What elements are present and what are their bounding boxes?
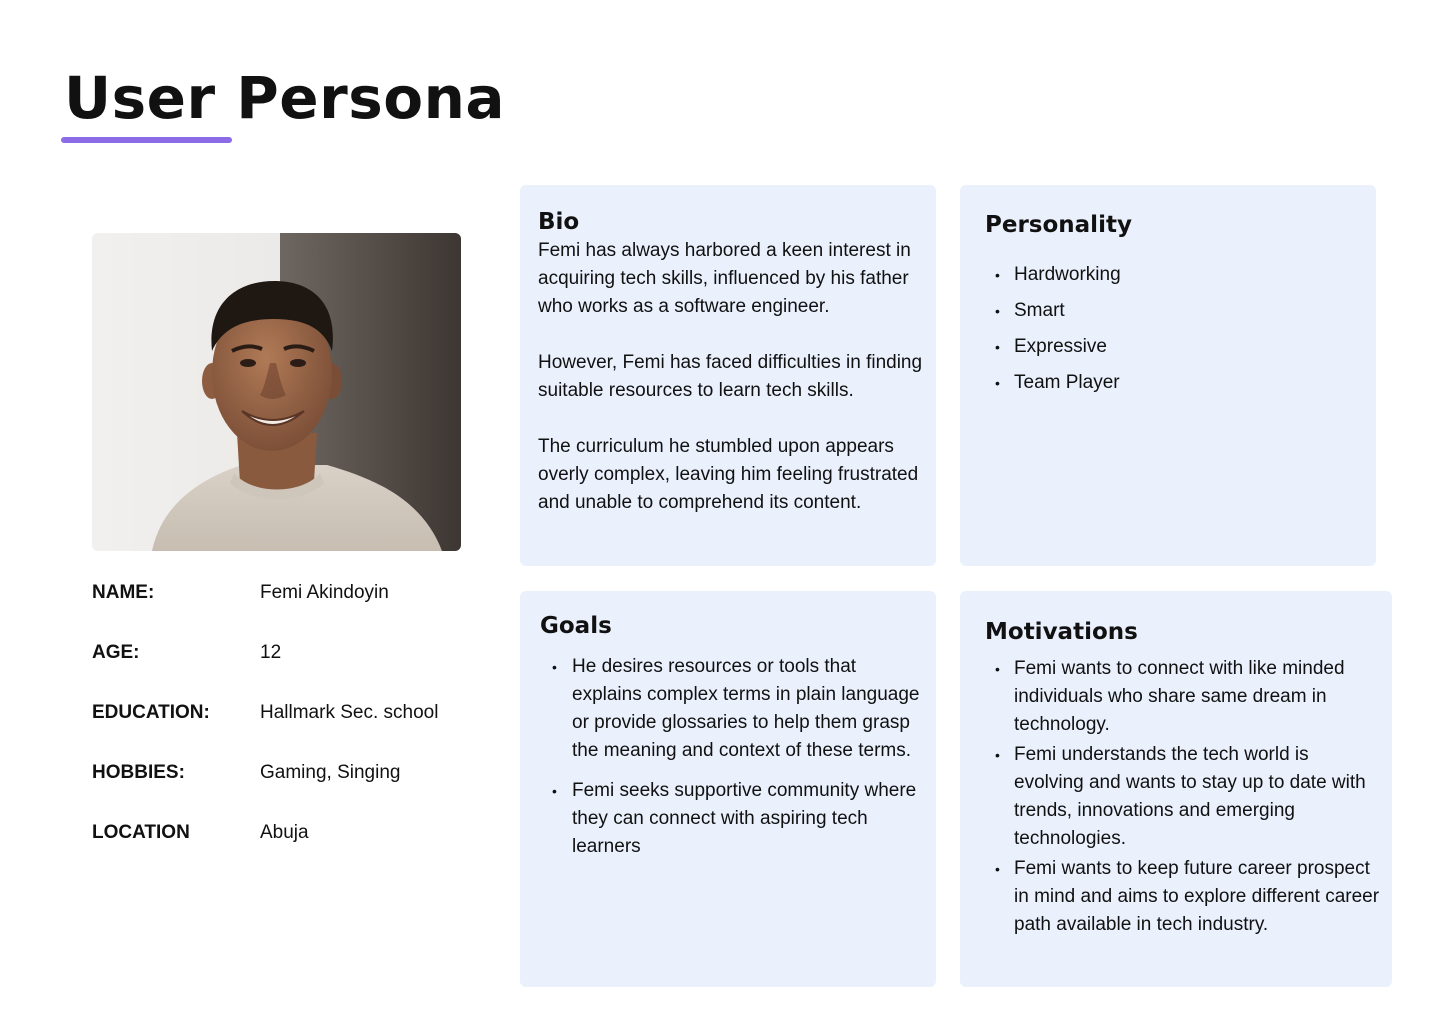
motivations-item: • Femi wants to connect with like minded individuals who share same dream in technology. (995, 655, 1382, 739)
persona-details (92, 578, 492, 878)
bio-paragraph: However, Femi has faced difficulties in finding suitable resources to learn tech skills. (538, 352, 923, 401)
detail-label: HOBBIES: (92, 762, 185, 783)
personality-card (960, 185, 1376, 566)
bio-paragraph: Femi has always harbored a keen interest in acquiring tech skills, influenced by his father who works as a software engineer. (538, 240, 911, 317)
goals-list (540, 653, 926, 861)
bio-heading: Bio (538, 209, 580, 235)
goals-item: • He desires resources or tools that explains complex terms in plain language or provide glossaries to help them grasp the meaning and context of these terms. (552, 653, 926, 765)
goals-heading: Goals (540, 613, 612, 639)
detail-label: LOCATION (92, 822, 190, 843)
personality-item: • Expressive (995, 329, 1366, 365)
personality-heading: Personality (985, 212, 1132, 238)
motivations-heading: Motivations (985, 619, 1138, 645)
persona-photo (92, 233, 461, 551)
detail-value: Femi Akindoyin (260, 582, 389, 603)
personality-item: • Hardworking (995, 257, 1366, 293)
detail-value: 12 (260, 642, 282, 663)
goals-item: • Femi seeks supportive community where they can connect with aspiring tech learners (552, 777, 926, 861)
motivations-item: • Femi wants to keep future career prospect in mind and aims to explore different career path available in tech industry. (995, 855, 1382, 939)
bio-card (520, 185, 936, 566)
personality-item: • Team Player (995, 365, 1366, 401)
detail-label: EDUCATION: (92, 702, 210, 723)
personality-item: • Smart (995, 293, 1366, 329)
motivations-card (960, 591, 1392, 987)
detail-row-location (92, 818, 492, 878)
personality-list (985, 257, 1366, 401)
detail-row-education (92, 698, 492, 758)
bio-paragraph: The curriculum he stumbled upon appears overly complex, leaving him feeling frustrated and unable to comprehend its content. (538, 436, 919, 513)
motivations-list (985, 655, 1382, 939)
goals-card (520, 591, 936, 987)
detail-row-name (92, 578, 492, 638)
detail-value: Abuja (260, 822, 309, 843)
detail-row-hobbies (92, 758, 492, 818)
detail-label: AGE: (92, 642, 140, 663)
detail-row-age (92, 638, 492, 698)
detail-value: Hallmark Sec. school (260, 702, 439, 723)
detail-label: NAME: (92, 582, 155, 603)
motivations-item: • Femi understands the tech world is evolving and wants to stay up to date with trends, innovations and emerging technologies. (995, 741, 1382, 853)
title-underline (61, 137, 232, 143)
page-title: User Persona (64, 64, 505, 132)
detail-value: Gaming, Singing (260, 762, 401, 783)
